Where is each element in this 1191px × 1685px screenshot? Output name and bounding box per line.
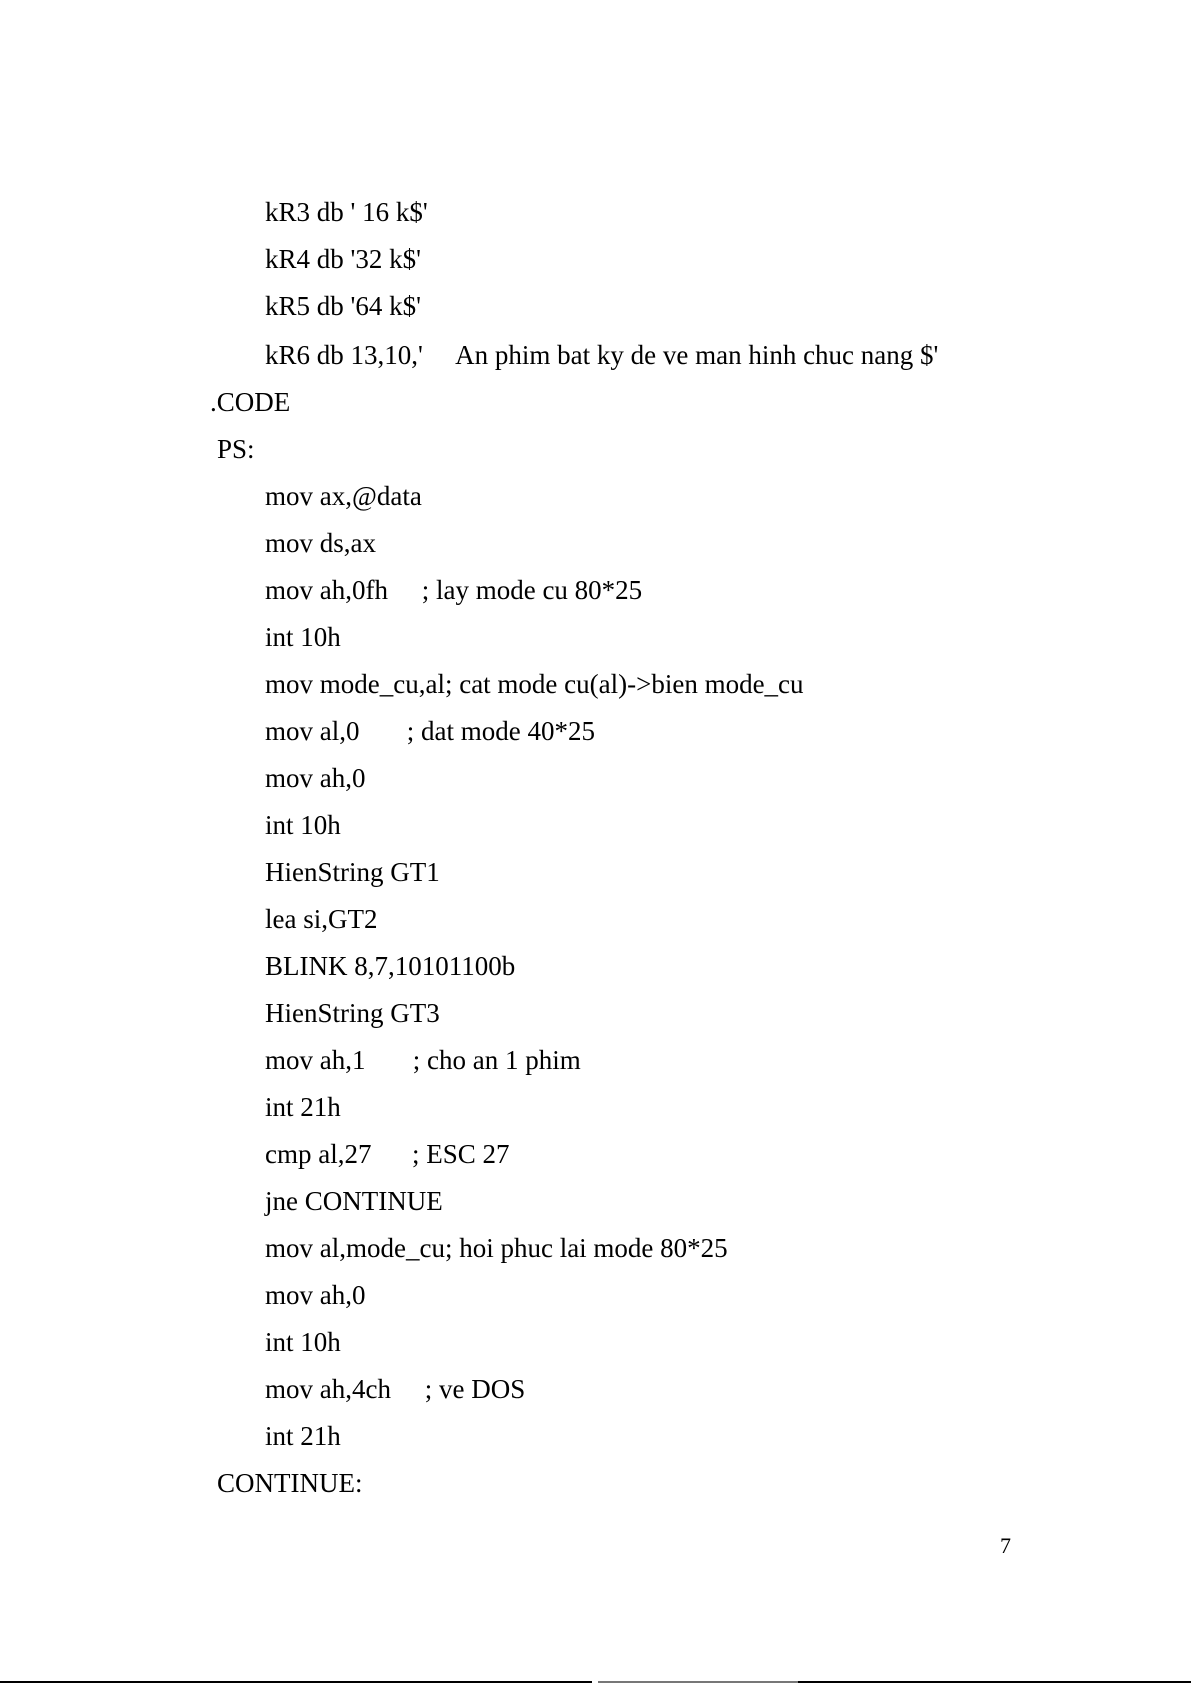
code-line: CONTINUE: [217,1468,363,1498]
code-line: mov al,0 ; dat mode 40*25 [265,716,595,746]
code-line: int 21h [265,1092,341,1122]
page-number: 7 [1000,1533,1011,1558]
code-line: HienString GT1 [265,857,440,887]
code-line: mov ah,0 [265,763,366,793]
code-line: PS: [217,434,255,464]
code-line: kR6 db 13,10,' An phim bat ky de ve man hinh chuc nang $' [265,340,939,370]
code-line: mov ah,0fh ; lay mode cu 80*25 [265,575,643,605]
page-bottom-rule [0,1681,1191,1683]
code-line: mov ah,4ch ; ve DOS [265,1374,526,1404]
code-line: BLINK 8,7,10101100b [265,951,516,981]
code-line: HienString GT3 [265,998,440,1028]
code-line: .CODE [210,387,291,417]
code-line: int 10h [265,810,341,840]
code-line: mov al,mode_cu; hoi phuc lai mode 80*25 [265,1233,728,1263]
code-line: mov mode_cu,al; cat mode cu(al)->bien mode_cu [265,669,804,699]
code-line: int 10h [265,1327,341,1357]
code-line: mov ah,0 [265,1280,366,1310]
code-line: int 21h [265,1421,341,1451]
code-line: lea si,GT2 [265,904,378,934]
code-line: kR4 db '32 k$' [265,244,421,274]
code-line: mov ah,1 ; cho an 1 phim [265,1045,581,1075]
code-line: cmp al,27 ; ESC 27 [265,1139,510,1169]
code-line: kR5 db '64 k$' [265,291,421,321]
code-line: kR3 db ' 16 k$' [265,197,428,227]
code-line: mov ax,@data [265,481,422,511]
code-line: jne CONTINUE [265,1186,443,1216]
code-line: int 10h [265,622,341,652]
code-line: mov ds,ax [265,528,376,558]
